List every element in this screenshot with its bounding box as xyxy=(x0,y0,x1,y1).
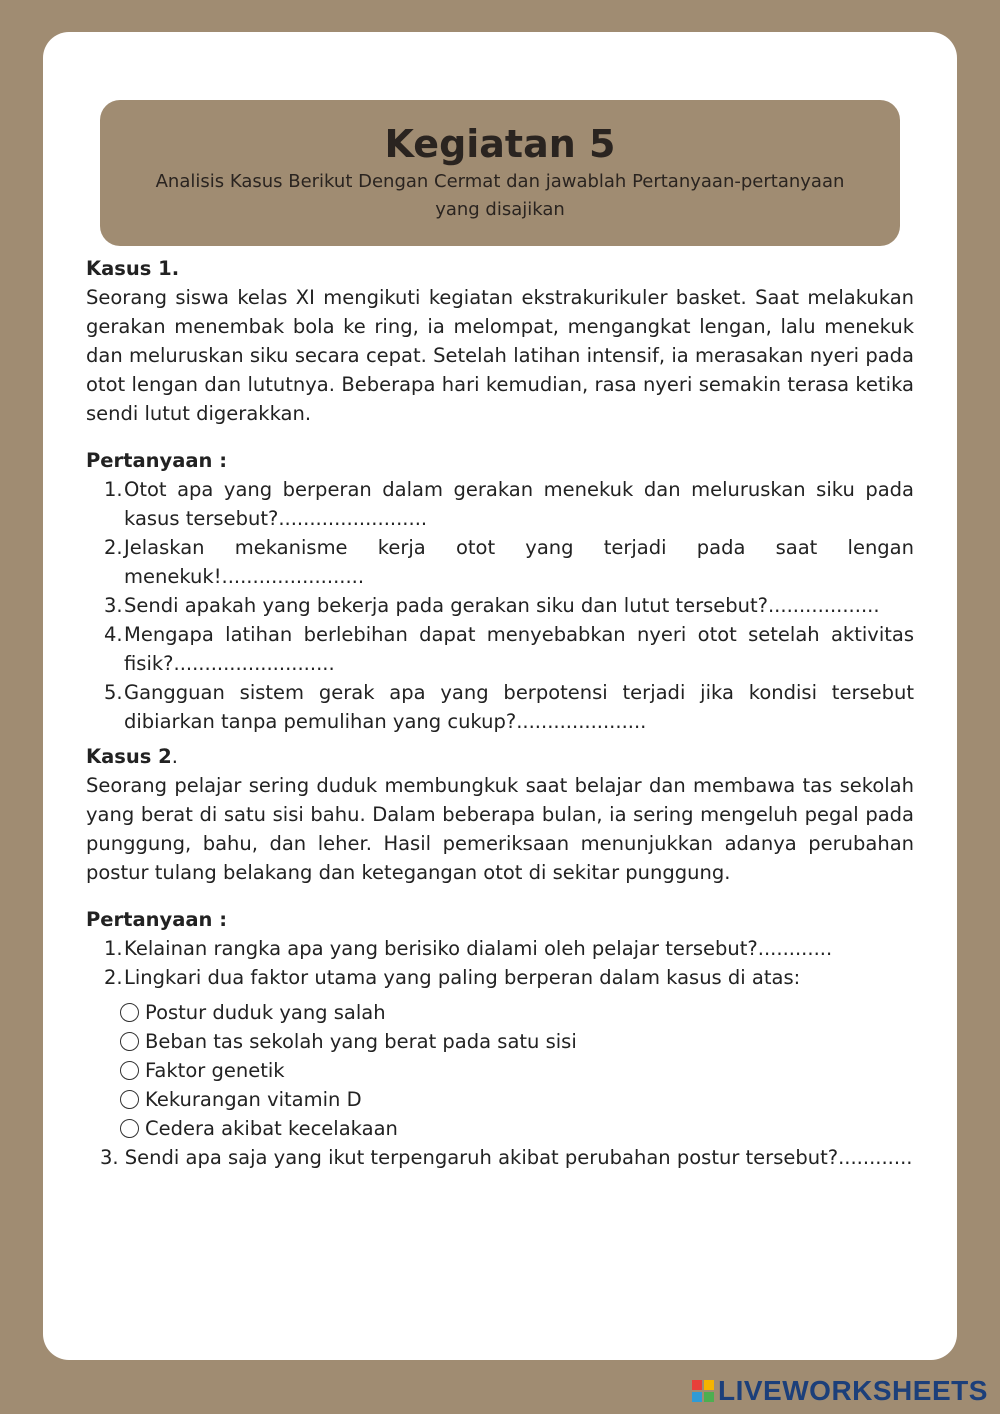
option-label: Faktor genetik xyxy=(145,1059,285,1082)
question-text: Kelainan rangka apa yang berisiko dialami oleh pelajar tersebut?............ xyxy=(124,937,833,960)
question-text: Gangguan sistem gerak apa yang berpotensi terjadi jika kondisi tersebut dibiarkan tanpa pemulihan yang cukup?..................... xyxy=(124,681,914,733)
radio-circle-icon[interactable] xyxy=(120,1003,139,1022)
case2-text: Seorang pelajar sering duduk membungkuk saat belajar dan membawa tas sekolah yang berat di satu sisi bahu. Dalam beberapa bulan, ia sering mengeluh pegal pada punggung, bahu, dan leher. Hasil pemeriksaan menunjukkan adanya perubahan postur tulang belakang dan ketegangan otot di sekitar punggung. xyxy=(86,774,914,884)
logo-square-green xyxy=(704,1392,714,1402)
case1-question xyxy=(86,591,914,620)
question-number: 4. xyxy=(104,623,123,646)
case2-questions-title: Pertanyaan : xyxy=(86,908,227,931)
option-label: Postur duduk yang salah xyxy=(145,1001,386,1024)
question-number: 2. xyxy=(104,536,123,559)
option-item[interactable] xyxy=(120,1056,914,1085)
question-text: Otot apa yang berperan dalam gerakan menekuk dan meluruskan siku pada kasus tersebut?........................ xyxy=(124,478,914,530)
case1-text: Seorang siswa kelas XI mengikuti kegiatan ekstrakurikuler basket. Saat melakukan gerakan menembak bola ke ring, ia melompat, mengangkat lengan, lalu menekuk dan meluruskan siku secara cepat. Setelah latihan intensif, ia merasakan nyeri pada otot lengan dan lututnya. Beberapa hari kemudian, rasa nyeri semakin terasa ketika sendi lutut digerakkan. xyxy=(86,286,914,425)
header-banner xyxy=(100,100,900,246)
question-text: Sendi apakah yang bekerja pada gerakan siku dan lutut tersebut?.................. xyxy=(124,594,880,617)
option-list xyxy=(120,998,914,1143)
option-item[interactable] xyxy=(120,998,914,1027)
radio-circle-icon[interactable] xyxy=(120,1119,139,1138)
worksheet-content xyxy=(86,254,914,1172)
page-subtitle: Analisis Kasus Berikut Dengan Cermat dan jawablah Pertanyaan-pertanyaan yang disajikan xyxy=(155,171,845,220)
question-number: 5. xyxy=(104,681,123,704)
question-text: Jelaskan mekanisme kerja otot yang terjadi pada saat lengan menekuk!....................... xyxy=(124,536,914,588)
case1-title: Kasus 1. xyxy=(86,257,180,280)
case2-question xyxy=(86,963,914,992)
case1-question xyxy=(86,475,914,533)
question-number: 1. xyxy=(104,478,123,501)
case1-questions-title: Pertanyaan : xyxy=(86,449,227,472)
case2-question xyxy=(86,934,914,963)
case1-question-list xyxy=(86,475,914,736)
page-title: Kegiatan 5 xyxy=(384,122,616,166)
question-number: 3. xyxy=(104,594,123,617)
option-label: Beban tas sekolah yang berat pada satu sisi xyxy=(145,1030,577,1053)
case2-title xyxy=(86,742,914,771)
question-text: Lingkari dua faktor utama yang paling berperan dalam kasus di atas: xyxy=(124,966,801,989)
liveworksheets-logo-icon xyxy=(692,1380,714,1402)
case1-question xyxy=(86,533,914,591)
option-item[interactable] xyxy=(120,1114,914,1143)
case2-question-3: 3. Sendi apa saja yang ikut terpengaruh akibat perubahan postur tersebut?............ xyxy=(100,1146,913,1169)
logo-square-red xyxy=(692,1380,702,1390)
logo-square-blue xyxy=(692,1392,702,1402)
brand-name: LIVEWORKSHEETS xyxy=(718,1375,988,1406)
case2-title-text: Kasus 2 xyxy=(86,745,172,768)
case2-question-list xyxy=(86,934,914,992)
brand-footer xyxy=(692,1374,988,1408)
radio-circle-icon[interactable] xyxy=(120,1061,139,1080)
case1-question xyxy=(86,620,914,678)
case2-title-dot: . xyxy=(171,745,178,768)
radio-circle-icon[interactable] xyxy=(120,1032,139,1051)
option-label: Kekurangan vitamin D xyxy=(145,1088,362,1111)
radio-circle-icon[interactable] xyxy=(120,1090,139,1109)
question-number: 1. xyxy=(104,937,123,960)
logo-square-yellow xyxy=(704,1380,714,1390)
option-item[interactable] xyxy=(120,1027,914,1056)
question-number: 2. xyxy=(104,966,123,989)
question-text: Mengapa latihan berlebihan dapat menyebabkan nyeri otot setelah aktivitas fisik?.......................... xyxy=(124,623,914,675)
case1-question xyxy=(86,678,914,736)
option-label: Cedera akibat kecelakaan xyxy=(145,1117,398,1140)
option-item[interactable] xyxy=(120,1085,914,1114)
